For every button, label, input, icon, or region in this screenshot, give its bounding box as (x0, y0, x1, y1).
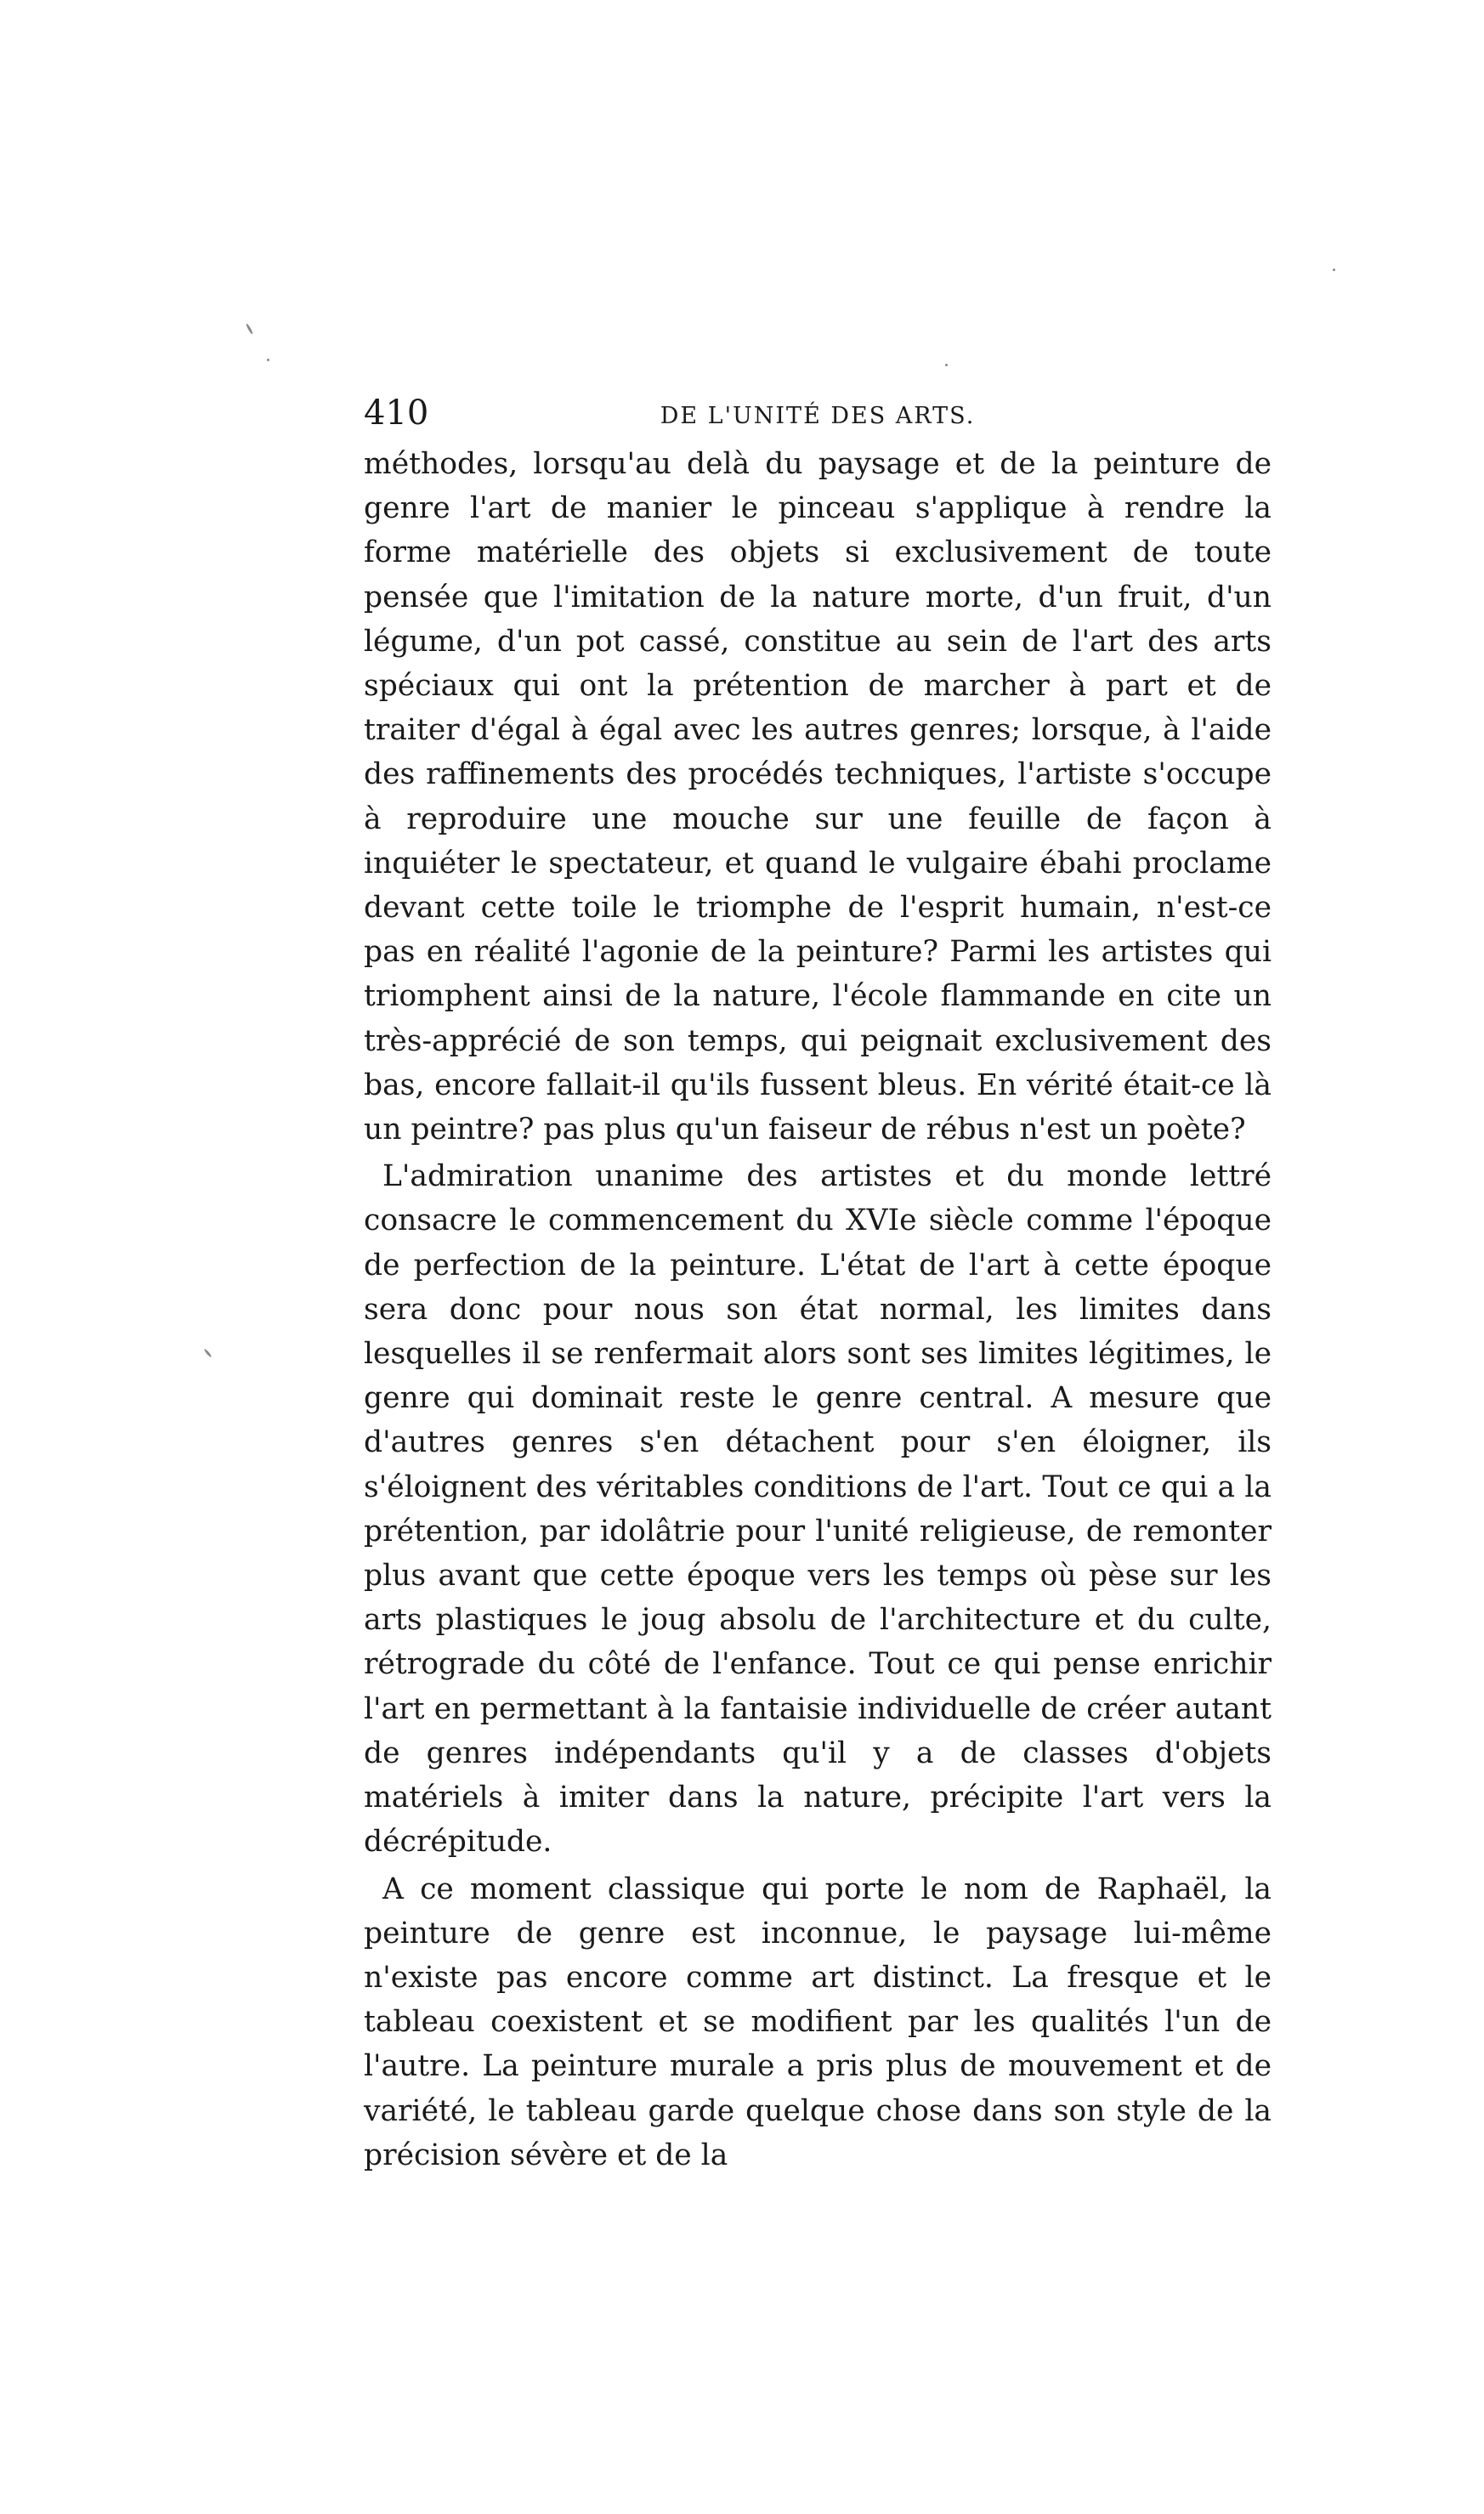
running-title: DE L'UNITÉ DES ARTS. (660, 403, 976, 429)
paragraph: A ce moment classique qui porte le nom de Raphaël, la peinture de genre est inconnue, le paysage lui-même n'existe pas encore comme art distinct. La fresque et le tableau coexistent et se modifient par les qualités l'un de l'autre. La peinture murale a pris plus de mouvement et de variété, le tableau garde quelque chose dans son style de la précision sévère et de la (364, 1871, 1272, 2172)
page-header (364, 389, 1272, 437)
scan-speck (246, 323, 254, 335)
page-number: 410 (364, 394, 429, 433)
scan-speck (267, 359, 269, 361)
paragraph: L'admiration unanime des artistes et du monde lettré consacre le commencement du XVIe siècle comme l'époque de perfection de la peinture. L'état de l'art à cette époque sera donc pour nous son état normal, les limites dans lesquelles il se renfermait alors sont ses limites légitimes, le genre qui dominait reste le genre central. A mesure que d'autres genres s'en détachent pour s'en éloigner, ils s'éloignent des véritables conditions de l'art. Tout ce qui a la prétention, par idolâtrie pour l'unité religieuse, de remonter plus avant que cette époque vers les temps où pèse sur les arts plastiques le joug absolu de l'architecture et du culte, rétrograde du côté de l'enfance. Tout ce qui pense enrichir l'art en permettant à la fantaisie individuelle de créer autant de genres indépendants qu'il y a de classes d'objets matériels à imiter dans la nature, précipite l'art vers la décrépitude. (364, 1159, 1272, 1860)
scan-speck (203, 1348, 212, 1357)
scan-speck (945, 364, 948, 366)
paragraph: méthodes, lorsqu'au delà du paysage et de la peinture de genre l'art de manier le pinceau s'applique à rendre la forme matérielle des objets si exclusivement de toute pensée que l'imitation de la nature morte, d'un fruit, d'un légume, d'un pot cassé, constitue au sein de l'art des arts spéciaux qui ont la prétention de marcher à part et de traiter d'égal à égal avec les autres genres; lorsque, à l'aide des raffinements des procédés techniques, l'artiste s'occupe à reproduire une mouche sur une feuille de façon à inquiéter le spectateur, et quand le vulgaire ébahi proclame devant cette toile le triomphe de l'esprit humain, n'est-ce pas en réalité l'agonie de la peinture? Parmi les artistes qui triomphent ainsi de la nature, l'école flammande en cite un très-apprécié de son temps, qui peignait exclusivement des bas, encore fallait-il qu'ils fussent bleus. En vérité était-ce là un peintre? pas plus qu'un faiseur de rébus n'est un poète? (364, 447, 1272, 1147)
scan-speck (1333, 269, 1335, 271)
body-text (364, 442, 1272, 2177)
